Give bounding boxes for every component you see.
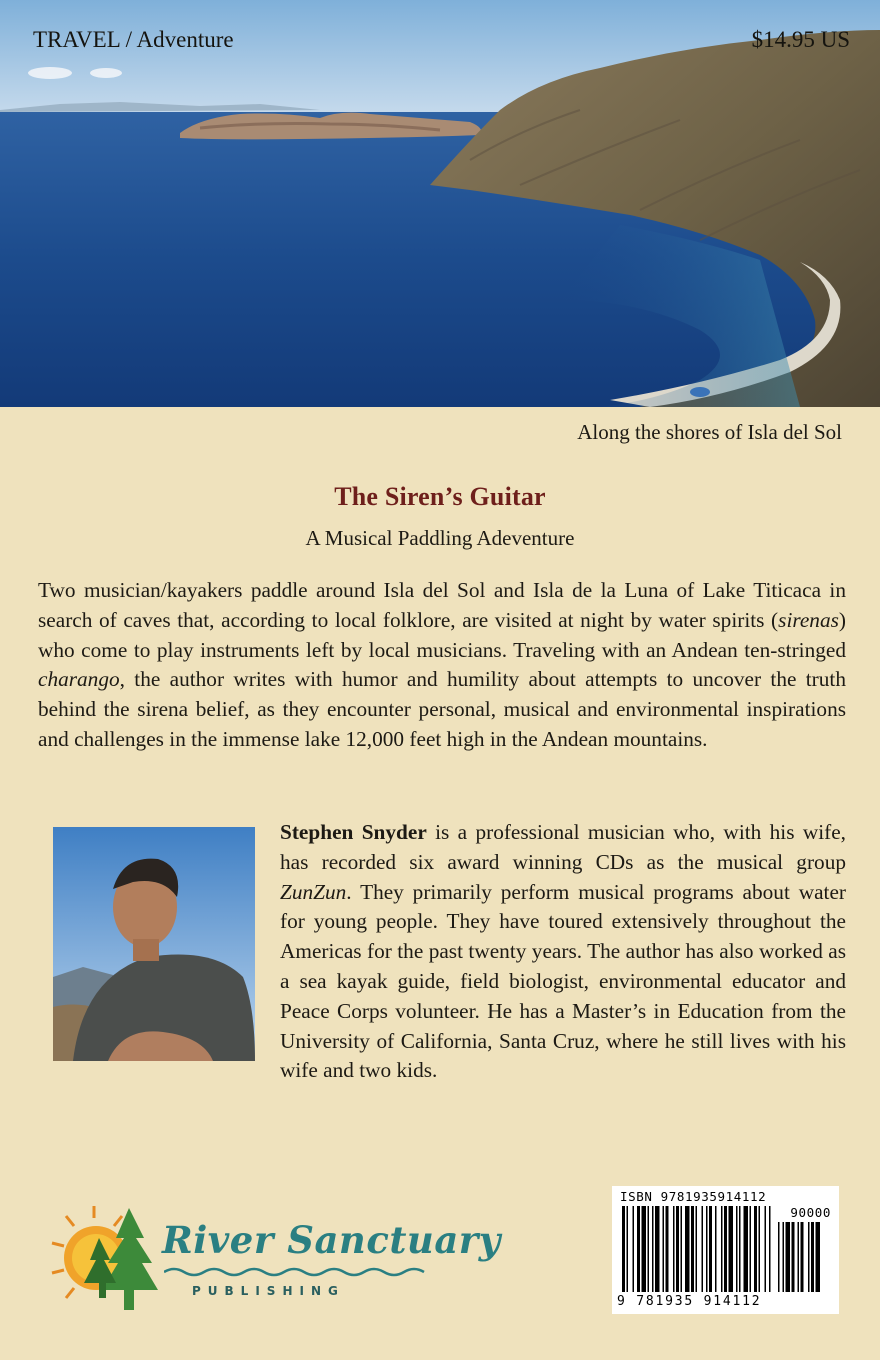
isbn-barcode	[612, 1186, 839, 1314]
blurb-italic: sirenas	[778, 607, 839, 632]
lake-photo	[0, 0, 880, 407]
blurb-text: Two musician/kayakers paddle around Isla del Sol and Isla de la Luna of Lake Titicaca in search of caves that, according to local folklore, are visited at night by water spirits (	[38, 578, 846, 632]
author-photo	[53, 827, 255, 1061]
blurb-italic: charango	[38, 667, 120, 692]
blurb-text: ) who come to play instruments left by local musicians. Traveling with an Andean ten-stringed	[38, 607, 846, 662]
blurb-text: , the author writes with humor and humility about attempts to uncover the truth behind the sirena belief, as they encounter personal, musical and environmental inspirations and challenges in the immense lake 12,000 feet high in the Andean mountains.	[38, 667, 846, 751]
author-bio	[280, 818, 846, 1086]
publisher-name: River Sanctuary	[162, 1218, 501, 1262]
book-subtitle: A Musical Paddling Adeventure	[305, 526, 575, 550]
wave-icon	[164, 1264, 434, 1280]
bio-text: . They primarily perform musical programs about water for young people. They have toured extensively throughout the Americas for the past twenty years. The author has also worked as a sea kayak guide, field biologist, environmental educator and Peace Corps volunteer. He has a Master’s in Education from the University of California, Santa Cruz, where he still lives with his wife and two kids.	[280, 879, 846, 1083]
price-label: $14.95 US	[751, 27, 850, 52]
author-name: Stephen Snyder	[280, 820, 427, 844]
category-label: TRAVEL / Adventure	[33, 27, 234, 52]
bio-text: is a professional musician who, with his wife, has recorded six award winning CDs as the musical group	[280, 820, 846, 874]
publisher-subtitle: PUBLISHING	[192, 1284, 345, 1298]
book-blurb	[38, 576, 846, 755]
isbn-label: ISBN 9781935914112	[620, 1189, 767, 1204]
publisher-logo	[44, 1198, 501, 1318]
photo-caption: Along the shores of Isla del Sol	[577, 420, 842, 444]
barcode-digits: 9 781935 914112	[617, 1294, 762, 1309]
sun-tree-icon	[44, 1198, 174, 1318]
bio-italic: ZunZun	[280, 879, 347, 904]
addon-number: 90000	[790, 1205, 831, 1220]
book-title: The Siren’s Guitar	[334, 482, 546, 511]
